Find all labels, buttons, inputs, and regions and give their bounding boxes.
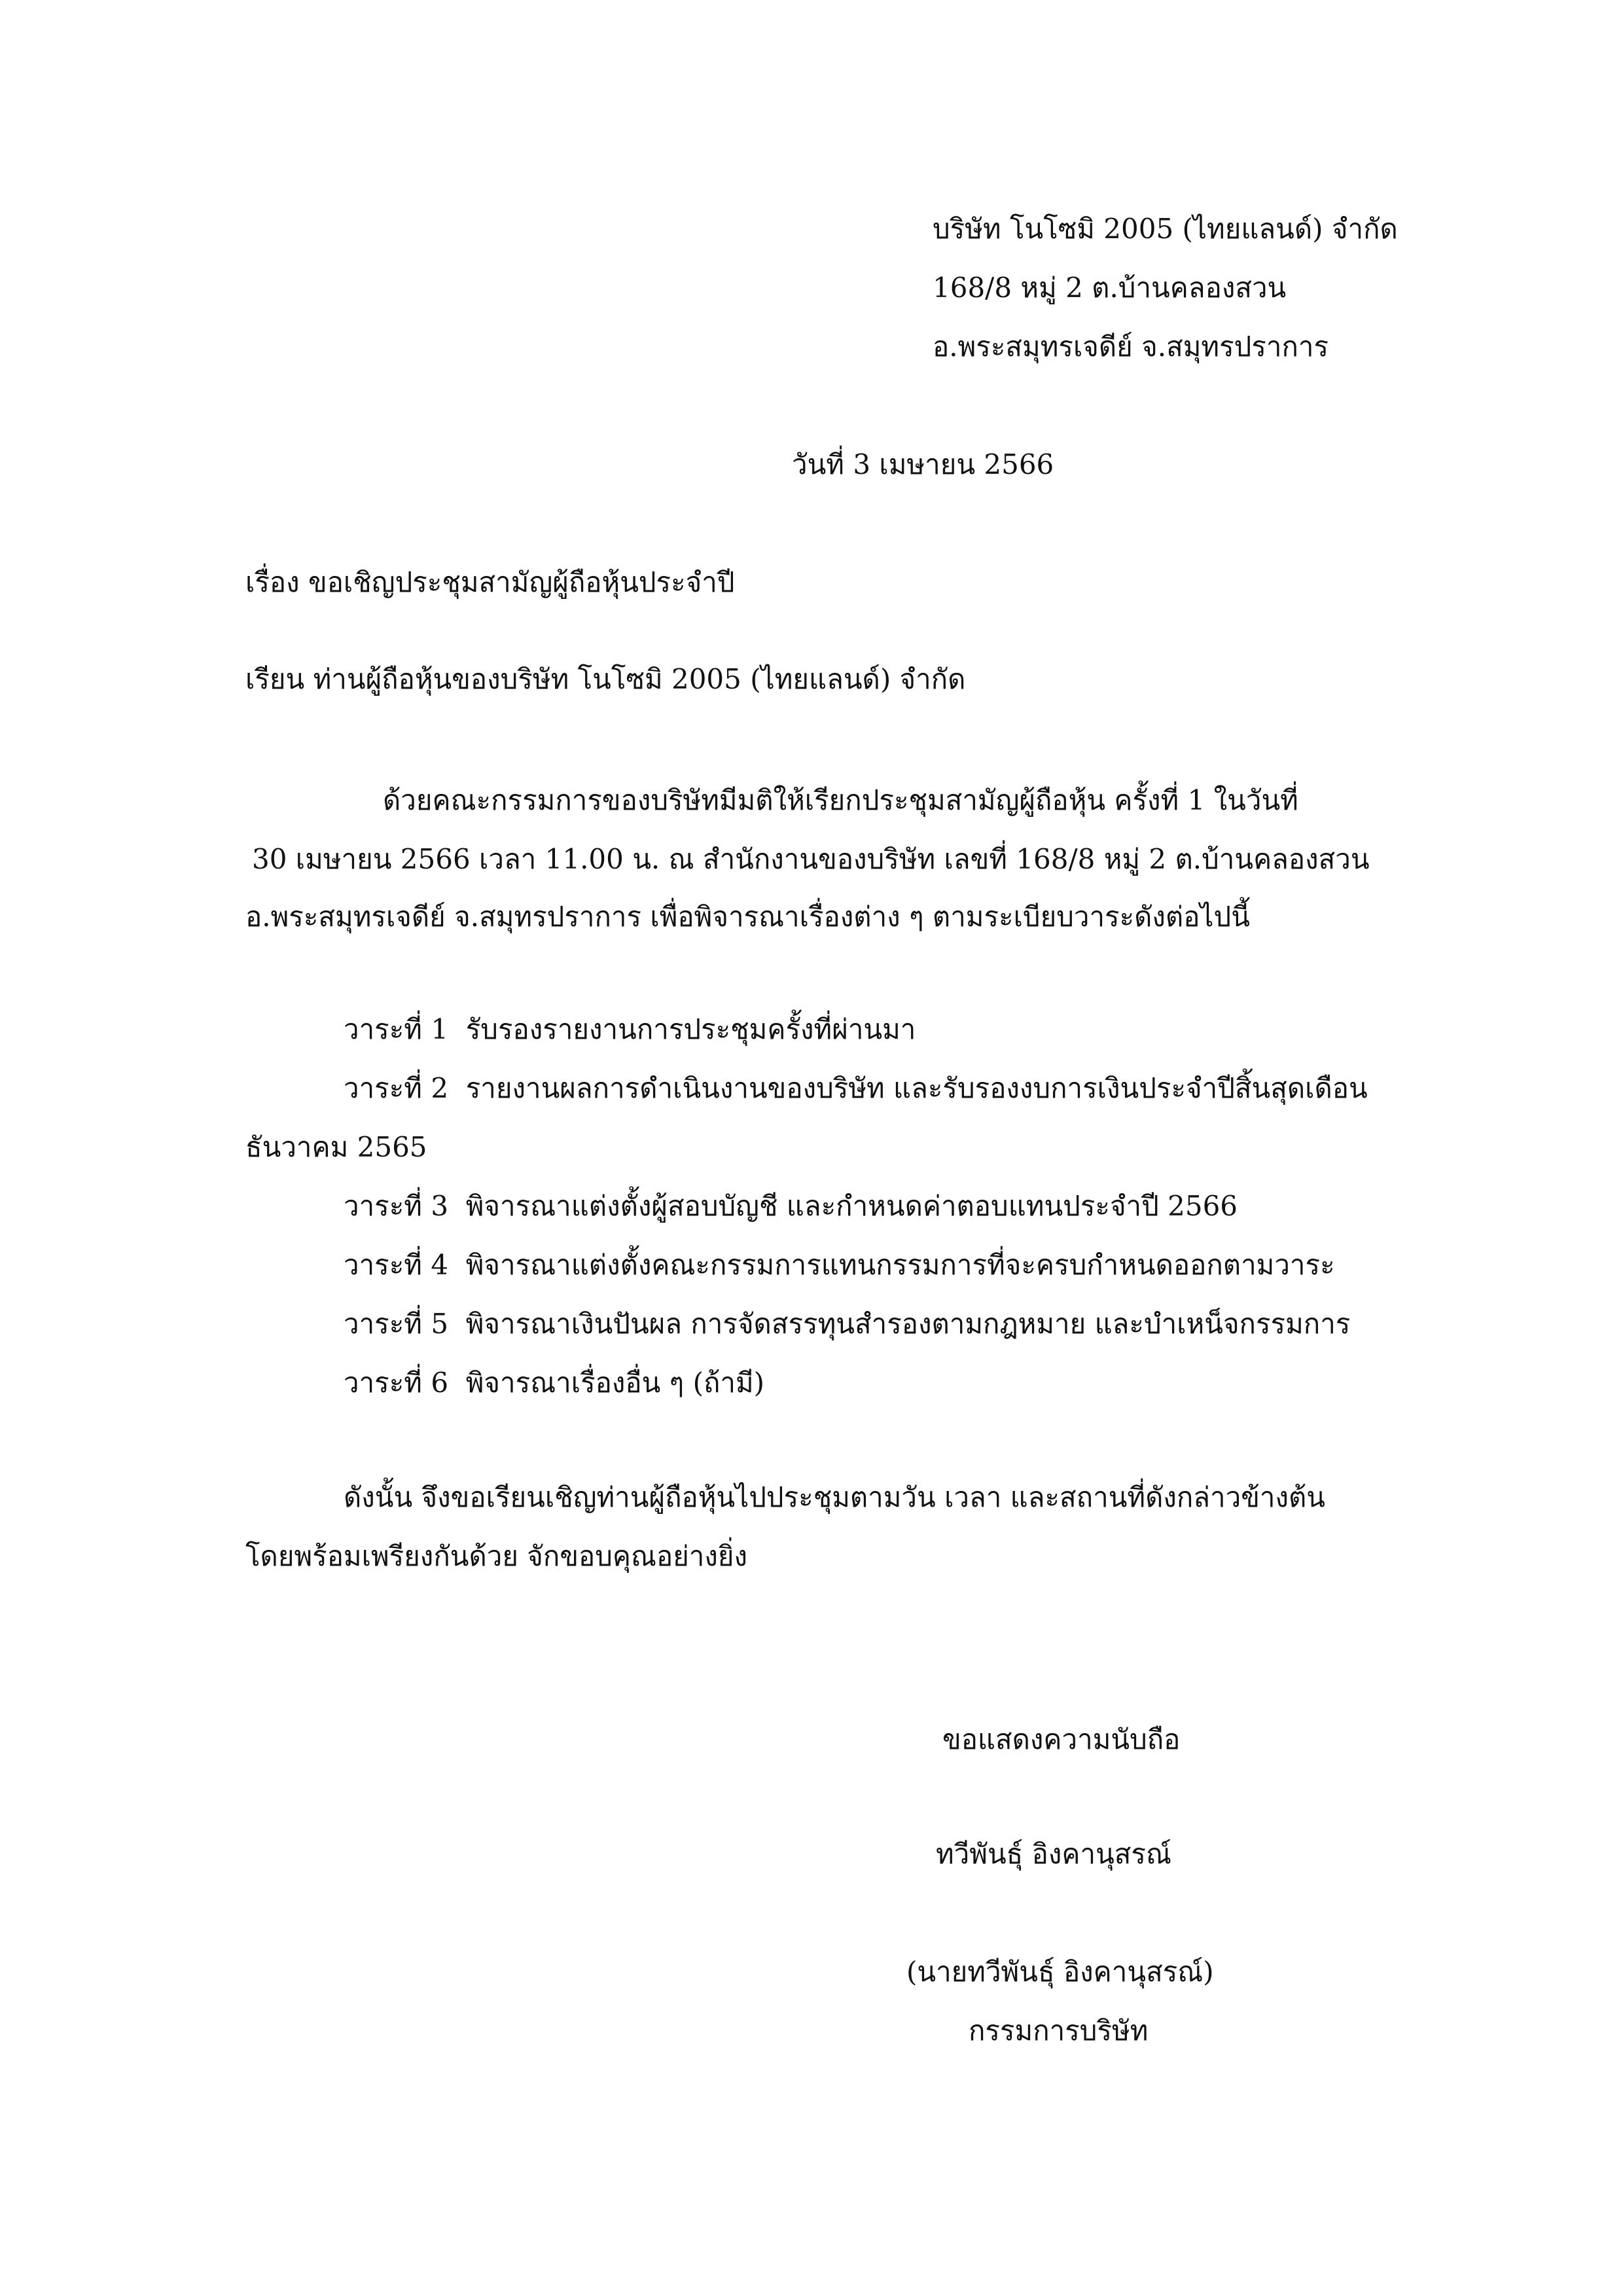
agenda-number: วาระที่ 6 [344, 1367, 449, 1399]
agenda-number: วาระที่ 4 [344, 1249, 449, 1281]
agenda-item-6 [344, 1365, 764, 1401]
agenda-item-5 [344, 1306, 1350, 1342]
agenda-item-1 [344, 1011, 916, 1048]
agenda-item-3 [344, 1188, 1238, 1225]
agenda-text: พิจารณาเงินปันผล การจัดสรรทุนสำรองตามกฎหมาย และบำเหน็จกรรมการ [465, 1308, 1351, 1340]
intro-line1: ด้วยคณะกรรมการของบริษัทมีมติให้เรียกประชุมสามัญผู้ถือหุ้น ครั้งที่ 1 ในวันที่ [383, 784, 1298, 816]
agenda-number: วาระที่ 5 [344, 1308, 449, 1340]
agenda-text: รายงานผลการดำเนินงานของบริษัท และรับรองงบการเงินประจำปีสิ้นสุดเดือน [465, 1072, 1368, 1104]
sender-address-line2: อ.พระสมุทรเจดีย์ จ.สมุทรปราการ [933, 331, 1329, 363]
agenda-text: พิจารณาเรื่องอื่น ๆ (ถ้ามี) [465, 1367, 765, 1399]
agenda-item-2-continuation: ธันวาคม 2565 [245, 1131, 427, 1163]
signature-printed-name: (นายทวีพันธุ์ อิงคานุสรณ์) [906, 1956, 1214, 1988]
agenda-text: รับรองรายงานการประชุมครั้งที่ผ่านมา [465, 1013, 916, 1045]
agenda-text: พิจารณาแต่งตั้งผู้สอบบัญชี และกำหนดค่าตอบแทนประจำปี 2566 [465, 1190, 1238, 1222]
signature-title: กรรมการบริษัท [969, 2015, 1149, 2047]
letter-recipient: เรียน ท่านผู้ถือหุ้นของบริษัท โนโซมิ 2005 (ไทยแลนด์) จำกัด [245, 663, 966, 695]
closing-line1: ดังนั้น จึงขอเรียนเชิญท่านผู้ถือหุ้นไปประชุมตามวัน เวลา และสถานที่ดังกล่าวข้างต้น [344, 1481, 1326, 1513]
sender-address-line1: 168/8 หมู่ 2 ต.บ้านคลองสวน [933, 272, 1287, 304]
intro-line3: อ.พระสมุทรเจดีย์ จ.สมุทรปราการ เพื่อพิจารณาเรื่องต่าง ๆ ตามระเบียบวาระดังต่อไปนี้ [245, 901, 1250, 933]
sender-company: บริษัท โนโซมิ 2005 (ไทยแลนด์) จำกัด [933, 213, 1398, 245]
agenda-number: วาระที่ 3 [344, 1190, 449, 1222]
letter-date: วันที่ 3 เมษายน 2566 [792, 448, 1054, 480]
agenda-item-2 [344, 1070, 1368, 1107]
letter-subject: เรื่อง ขอเชิญประชุมสามัญผู้ถือหุ้นประจำปี [245, 566, 735, 598]
agenda-item-4 [344, 1247, 1335, 1283]
signature-salutation: ขอแสดงความนับถือ [942, 1723, 1181, 1755]
agenda-number: วาระที่ 2 [344, 1072, 449, 1104]
intro-line2: 30 เมษายน 2566 เวลา 11.00 น. ณ สำนักงานของบริษัท เลขที่ 168/8 หมู่ 2 ต.บ้านคลองสวน [252, 843, 1370, 875]
signature-signed-name: ทวีพันธุ์ อิงคานุสรณ์ [936, 1838, 1171, 1870]
agenda-text: พิจารณาแต่งตั้งคณะกรรมการแทนกรรมการที่จะครบกำหนดออกตามวาระ [465, 1249, 1335, 1281]
agenda-number: วาระที่ 1 [344, 1013, 449, 1045]
closing-line2: โดยพร้อมเพรียงกันด้วย จักขอบคุณอย่างยิ่ง [245, 1540, 748, 1572]
